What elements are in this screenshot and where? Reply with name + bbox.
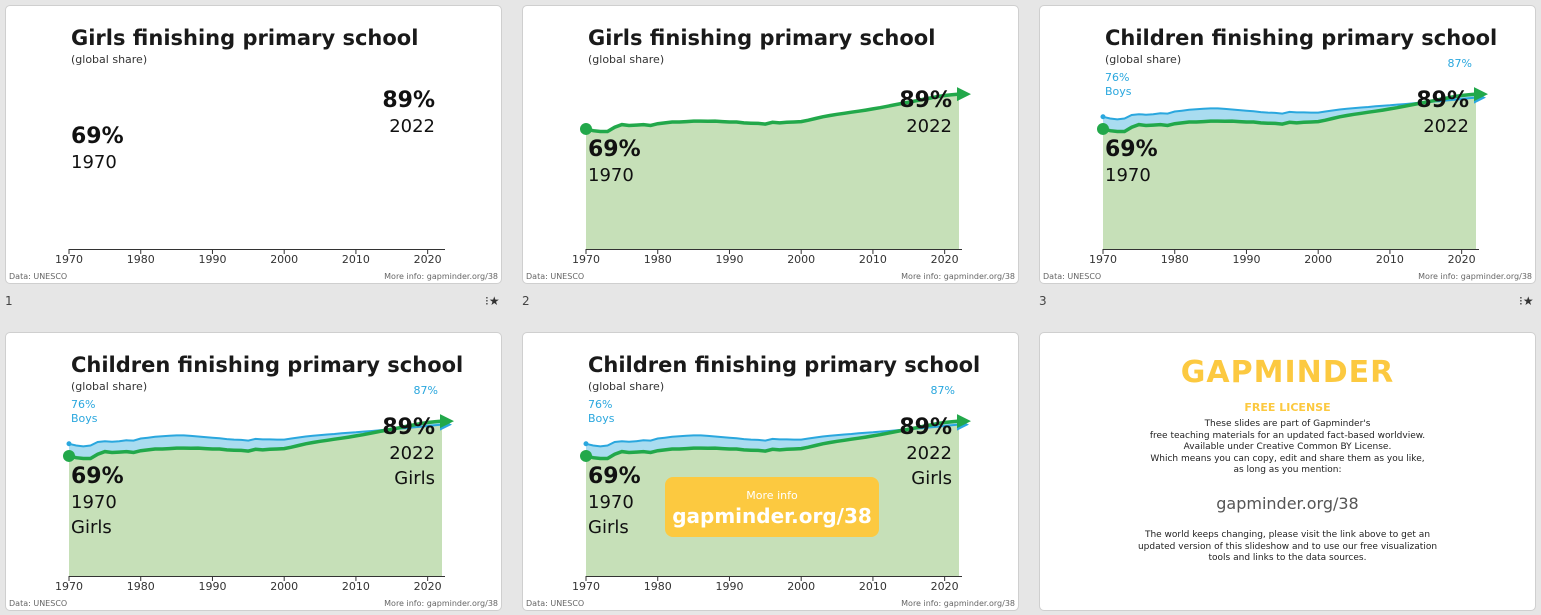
x-tick-label: 1980 [643, 580, 672, 593]
x-tick-label: 1970 [55, 253, 83, 266]
data-source-note: Data: UNESCO [9, 599, 68, 608]
gapminder-logo: GAPMINDER [1180, 355, 1395, 390]
end-percentage: 89% [899, 415, 952, 440]
boys-label: Boys [71, 412, 98, 425]
slide-subtitle: (global share) [588, 380, 665, 393]
end-girls-label: Girls [911, 468, 952, 489]
x-tick-label: 1990 [198, 253, 227, 266]
end-year: 2022 [389, 443, 435, 464]
more-info-note: More info: gapminder.org/38 [384, 272, 498, 281]
girls-start-dot [63, 450, 75, 462]
boys-label: Boys [1105, 85, 1132, 98]
license-paragraph [1040, 419, 1535, 477]
slide-title: Children finishing primary school [71, 353, 464, 377]
end-percentage: 89% [1416, 88, 1469, 113]
girls-start-dot [580, 123, 592, 135]
more-info-url: gapminder.org/38 [672, 504, 872, 528]
more-info-note: More info: gapminder.org/38 [1418, 272, 1532, 281]
start-year: 1970 [71, 491, 117, 513]
license-link[interactable]: gapminder.org/38 [1216, 494, 1359, 513]
boys-end-percentage: 87% [413, 384, 438, 397]
girls-arrowhead [957, 87, 971, 101]
end-percentage: 89% [899, 88, 952, 113]
start-percentage: 69% [71, 124, 124, 149]
x-tick-label: 2020 [930, 580, 959, 593]
x-tick-label: 1990 [1232, 253, 1261, 266]
boys-label: Boys [588, 412, 615, 425]
start-percentage: 69% [588, 463, 641, 489]
slide-thumbnail-5[interactable] [522, 332, 1019, 611]
slide-thumbnail-3[interactable] [1039, 5, 1536, 284]
more-info-note: More info: gapminder.org/38 [901, 272, 1015, 281]
x-tick-label: 2000 [1304, 253, 1333, 266]
x-tick-label: 1970 [1089, 253, 1117, 266]
update-line: The world keeps changing, please visit the link above to get an [1144, 530, 1431, 540]
update-line: tools and links to the data sources. [1208, 553, 1367, 563]
slide-title: Children finishing primary school [588, 353, 981, 377]
x-tick-label: 1990 [715, 580, 744, 593]
x-tick-label: 2020 [413, 253, 442, 266]
slide-subtitle: (global share) [1105, 53, 1182, 66]
boys-end-percentage: 87% [930, 384, 955, 397]
boys-start-dot [584, 441, 589, 446]
end-year: 2022 [389, 116, 435, 137]
x-tick-label: 2010 [858, 253, 887, 266]
x-tick-label: 1990 [715, 253, 744, 266]
data-source-note: Data: UNESCO [1043, 272, 1102, 281]
start-year: 1970 [1105, 164, 1151, 186]
more-info-note: More info: gapminder.org/38 [901, 599, 1015, 608]
slide-subtitle: (global share) [71, 53, 148, 66]
girls-start-dot [1097, 123, 1109, 135]
x-tick-label: 1980 [1160, 253, 1189, 266]
boys-start-percentage: 76% [71, 398, 96, 411]
more-info-caption: More info [746, 489, 798, 502]
start-year: 1970 [588, 491, 634, 513]
start-percentage: 69% [1105, 136, 1158, 162]
license-line: free teaching materials for an updated fact-based worldview. [1149, 430, 1426, 441]
slide-title: Girls finishing primary school [71, 26, 419, 50]
end-girls-label: Girls [394, 468, 435, 489]
start-percentage: 69% [71, 463, 124, 489]
boys-start-dot [1101, 114, 1106, 119]
x-tick-label: 1990 [198, 580, 227, 593]
x-tick-label: 1980 [126, 253, 155, 266]
boys-end-percentage: 87% [1447, 57, 1472, 70]
x-tick-label: 2010 [341, 253, 370, 266]
boys-start-percentage: 76% [1105, 71, 1130, 84]
more-info-note: More info: gapminder.org/38 [384, 599, 498, 608]
start-year: 1970 [588, 164, 634, 186]
license-line: Available under Creative Common BY License. [1183, 442, 1392, 452]
slide-title: Girls finishing primary school [588, 26, 936, 50]
start-girls-label: Girls [588, 516, 629, 538]
x-tick-label: 2020 [1447, 253, 1476, 266]
x-tick-label: 2010 [858, 580, 887, 593]
data-source-note: Data: UNESCO [526, 272, 585, 281]
x-tick-label: 2010 [341, 580, 370, 593]
x-tick-label: 2000 [787, 253, 816, 266]
x-tick-label: 2000 [270, 580, 299, 593]
license-line: Which means you can copy, edit and share them as you like, [1150, 453, 1425, 464]
slide-number: 2 [522, 294, 530, 308]
boys-start-dot [67, 441, 72, 446]
x-tick-label: 2000 [270, 253, 299, 266]
x-tick-label: 1970 [572, 253, 600, 266]
slide-thumbnail-6[interactable] [1039, 332, 1536, 611]
more-info-button[interactable] [665, 477, 879, 537]
girls-area [586, 94, 959, 249]
free-license-heading: FREE LICENSE [1244, 401, 1331, 414]
slide-thumbnail-2[interactable] [522, 5, 1019, 284]
data-source-note: Data: UNESCO [526, 599, 585, 608]
boys-start-percentage: 76% [588, 398, 613, 411]
license-line: These slides are part of Gapminder's [1204, 419, 1371, 429]
start-year: 1970 [71, 152, 117, 173]
slide-number: 1 [5, 294, 13, 308]
slide-subtitle: (global share) [71, 380, 148, 393]
license-line: as long as you mention: [1233, 465, 1342, 475]
x-tick-label: 2010 [1375, 253, 1404, 266]
x-tick-label: 1980 [643, 253, 672, 266]
x-tick-label: 1970 [572, 580, 600, 593]
x-tick-label: 2020 [413, 580, 442, 593]
x-tick-label: 1970 [55, 580, 83, 593]
start-girls-label: Girls [71, 516, 112, 538]
data-source-note: Data: UNESCO [9, 272, 68, 281]
end-year: 2022 [906, 443, 952, 464]
slide-thumbnail-4[interactable] [5, 332, 502, 611]
slide-transition-star-icon[interactable]: ⁝★ [485, 294, 500, 308]
slide-transition-star-icon[interactable]: ⁝★ [1519, 294, 1534, 308]
end-year: 2022 [1423, 116, 1469, 137]
slide-subtitle: (global share) [588, 53, 665, 66]
x-tick-label: 2000 [787, 580, 816, 593]
x-tick-label: 1980 [126, 580, 155, 593]
slide-title: Children finishing primary school [1105, 26, 1498, 50]
update-line: updated version of this slideshow and to use our free visualization [1137, 541, 1438, 552]
start-percentage: 69% [588, 136, 641, 162]
end-year: 2022 [906, 116, 952, 137]
slide-thumbnail-1[interactable] [5, 5, 502, 284]
end-percentage: 89% [382, 88, 435, 113]
end-percentage: 89% [382, 415, 435, 440]
update-paragraph [1040, 530, 1535, 565]
slide-number: 3 [1039, 294, 1047, 308]
girls-start-dot [580, 450, 592, 462]
x-tick-label: 2020 [930, 253, 959, 266]
